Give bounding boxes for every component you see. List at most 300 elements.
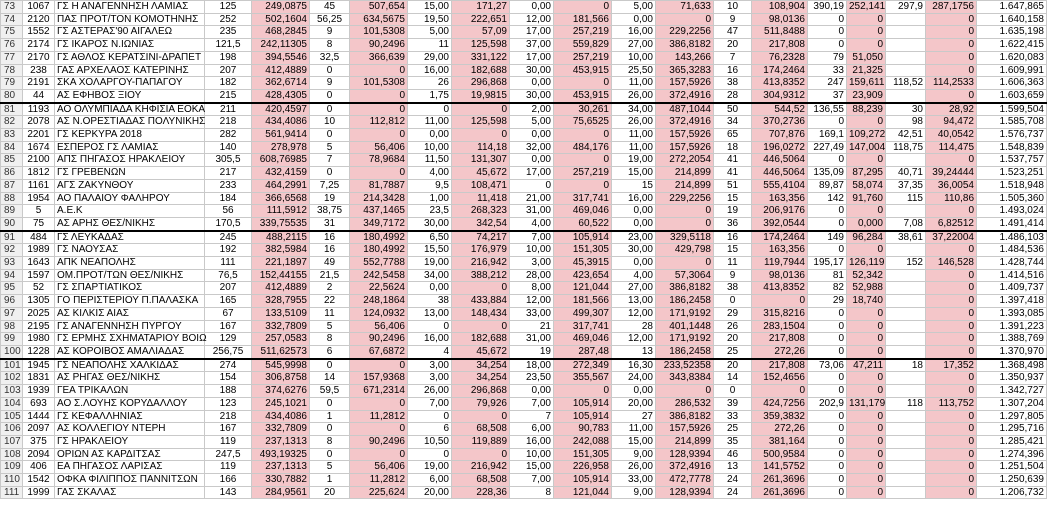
club-name-cell[interactable]: ΓΣ ΑΣΤΕΡΑΣ'90 ΑΙΓΑΛΕΩ	[55, 26, 205, 39]
club-name-cell[interactable]: ΑΠΚ ΝΕΑΠΟΛΗΣ	[55, 257, 205, 270]
table-cell[interactable]: 0	[554, 77, 612, 90]
table-cell[interactable]: 7	[510, 410, 554, 423]
table-cell[interactable]: 26,00	[612, 89, 656, 102]
row-number-cell[interactable]: 92	[1, 244, 23, 257]
table-cell[interactable]: 2025	[23, 307, 55, 320]
table-cell[interactable]: 305,5	[205, 154, 252, 167]
table-cell[interactable]: 75	[23, 217, 55, 230]
table-cell[interactable]: 1161	[23, 179, 55, 192]
table-cell[interactable]: 12,00	[510, 13, 554, 26]
table-cell[interactable]: 0	[808, 26, 847, 39]
table-cell[interactable]: 73,06	[808, 359, 847, 372]
table-cell[interactable]: 1.523,251	[977, 167, 1047, 180]
table-cell[interactable]: 47	[714, 26, 752, 39]
table-cell[interactable]: 111	[205, 257, 252, 270]
table-cell[interactable]: 94,472	[926, 116, 977, 129]
club-name-cell[interactable]: ΑΟ ΟΛΥΜΠΙΑΔΑ ΚΗΦΙΣΙΑ ΕΟΚΑ	[55, 103, 205, 116]
table-cell[interactable]: 284,9561	[252, 486, 310, 499]
table-cell[interactable]: 552,7788	[350, 257, 408, 270]
row-number-cell[interactable]: 96	[1, 295, 23, 308]
table-cell[interactable]: 707,876	[752, 129, 808, 142]
table-cell[interactable]: 174,2464	[752, 231, 808, 244]
table-cell[interactable]: 34	[714, 116, 752, 129]
table-cell[interactable]: 36	[714, 217, 752, 230]
table-cell[interactable]: 608,76985	[252, 154, 310, 167]
table-cell[interactable]: 432,4159	[252, 167, 310, 180]
table-cell[interactable]: 211	[205, 103, 252, 116]
table-cell[interactable]: 45,3915	[554, 257, 612, 270]
table-cell[interactable]: 511,62573	[252, 345, 310, 358]
table-cell[interactable]	[886, 269, 926, 282]
table-cell[interactable]: 38,61	[886, 231, 926, 244]
row-number-cell[interactable]: 91	[1, 231, 23, 244]
table-row[interactable]	[1, 295, 1047, 308]
table-cell[interactable]: 136,55	[808, 103, 847, 116]
table-cell[interactable]: 119	[205, 461, 252, 474]
table-cell[interactable]: 272,26	[752, 345, 808, 358]
table-cell[interactable]: 0	[847, 244, 886, 257]
table-row[interactable]	[1, 129, 1047, 142]
table-cell[interactable]: 7,08	[886, 217, 926, 230]
table-cell[interactable]: 242,11305	[252, 39, 310, 52]
table-cell[interactable]: 1552	[23, 26, 55, 39]
table-cell[interactable]: 6,82512	[926, 217, 977, 230]
table-cell[interactable]: 74,217	[452, 231, 510, 244]
table-cell[interactable]: 1831	[23, 372, 55, 385]
table-cell[interactable]: 1945	[23, 359, 55, 372]
table-cell[interactable]: 0	[808, 372, 847, 385]
table-cell[interactable]: 229,2256	[656, 26, 714, 39]
table-row[interactable]	[1, 257, 1047, 270]
table-cell[interactable]: 7	[714, 51, 752, 64]
table-cell[interactable]: 152,4656	[752, 372, 808, 385]
table-cell[interactable]: 1812	[23, 167, 55, 180]
table-cell[interactable]: 90,2496	[350, 333, 408, 346]
table-cell[interactable]: 26,00	[408, 385, 452, 398]
table-cell[interactable]: 25,50	[612, 64, 656, 77]
table-cell[interactable]: 0	[847, 486, 886, 499]
table-cell[interactable]: 105,914	[554, 474, 612, 487]
club-name-cell[interactable]: ΣΚΑ ΧΟΛΑΡΓΟΥ-ΠΑΠΑΓΟΥ	[55, 77, 205, 90]
table-cell[interactable]: 317,741	[554, 192, 612, 205]
table-cell[interactable]: 0	[554, 154, 612, 167]
table-cell[interactable]: 67,6872	[350, 345, 408, 358]
row-number-cell[interactable]: 95	[1, 282, 23, 295]
table-cell[interactable]: 1.640,158	[977, 13, 1047, 26]
table-cell[interactable]: 10	[310, 116, 350, 129]
table-cell[interactable]: 272,349	[554, 359, 612, 372]
table-cell[interactable]: 2120	[23, 13, 55, 26]
table-cell[interactable]: 1.599,504	[977, 103, 1047, 116]
table-cell[interactable]: 1.585,708	[977, 116, 1047, 129]
table-cell[interactable]: 507,654	[350, 1, 408, 14]
table-cell[interactable]: 14	[310, 372, 350, 385]
table-cell[interactable]: 472,7778	[656, 474, 714, 487]
row-number-cell[interactable]: 99	[1, 333, 23, 346]
table-cell[interactable]: 0	[847, 39, 886, 52]
table-cell[interactable]: 0	[808, 205, 847, 218]
table-cell[interactable]: 56,25	[310, 13, 350, 26]
table-cell[interactable]: 7,00	[510, 397, 554, 410]
table-cell[interactable]: 1.397,418	[977, 295, 1047, 308]
table-row[interactable]	[1, 435, 1047, 448]
table-cell[interactable]: 0	[656, 205, 714, 218]
table-cell[interactable]: 0	[408, 410, 452, 423]
table-cell[interactable]: 9,00	[612, 486, 656, 499]
table-cell[interactable]: 2174	[23, 39, 55, 52]
table-cell[interactable]: 10,50	[408, 435, 452, 448]
table-cell[interactable]: 11,00	[612, 77, 656, 90]
table-cell[interactable]: 1.250,639	[977, 474, 1047, 487]
table-cell[interactable]: 21,00	[510, 192, 554, 205]
table-cell[interactable]: 0	[926, 282, 977, 295]
table-cell[interactable]: 484,176	[554, 141, 612, 154]
table-cell[interactable]: 3,00	[510, 257, 554, 270]
table-cell[interactable]: 163,356	[752, 192, 808, 205]
table-cell[interactable]: 11,00	[612, 423, 656, 436]
table-cell[interactable]: 13	[714, 461, 752, 474]
table-cell[interactable]: 0	[926, 333, 977, 346]
table-cell[interactable]: 25	[714, 423, 752, 436]
table-cell[interactable]: 9	[310, 77, 350, 90]
table-cell[interactable]: 1.285,421	[977, 435, 1047, 448]
table-cell[interactable]: 11	[408, 39, 452, 52]
table-cell[interactable]: 30,00	[612, 244, 656, 257]
table-cell[interactable]: 98,0136	[752, 269, 808, 282]
table-cell[interactable]: 362,6714	[252, 77, 310, 90]
table-cell[interactable]: 42,51	[886, 129, 926, 142]
table-cell[interactable]: 19,00	[408, 461, 452, 474]
table-cell[interactable]: 8	[310, 39, 350, 52]
table-cell[interactable]: 124,0932	[350, 307, 408, 320]
table-cell[interactable]: 23,50	[510, 372, 554, 385]
table-cell[interactable]: 0	[808, 320, 847, 333]
table-cell[interactable]: 0	[554, 1, 612, 14]
table-cell[interactable]: 6,50	[408, 231, 452, 244]
row-number-cell[interactable]: 86	[1, 167, 23, 180]
table-cell[interactable]: 0	[847, 435, 886, 448]
table-cell[interactable]: 169,1	[808, 129, 847, 142]
table-cell[interactable]: 21,5	[310, 269, 350, 282]
table-cell[interactable]: 9	[714, 269, 752, 282]
table-cell[interactable]: 171,9192	[656, 333, 714, 346]
table-cell[interactable]: 0	[926, 410, 977, 423]
table-cell[interactable]: 343,8384	[656, 372, 714, 385]
row-number-cell[interactable]: 90	[1, 217, 23, 230]
table-cell[interactable]: 296,868	[452, 77, 510, 90]
table-cell[interactable]: 1	[310, 410, 350, 423]
table-cell[interactable]: 317,741	[554, 320, 612, 333]
table-cell[interactable]: 500,9584	[752, 448, 808, 461]
club-name-cell[interactable]: ΓΣ ΓΡΕΒΕΝΩΝ	[55, 167, 205, 180]
table-cell[interactable]: 0	[926, 205, 977, 218]
table-cell[interactable]	[886, 435, 926, 448]
table-cell[interactable]: 16,30	[612, 359, 656, 372]
table-cell[interactable]: 428,4305	[252, 89, 310, 102]
table-cell[interactable]: 247,5	[205, 448, 252, 461]
table-cell[interactable]: 1.606,363	[977, 77, 1047, 90]
table-cell[interactable]: 7,00	[408, 397, 452, 410]
table-cell[interactable]: 227,49	[808, 141, 847, 154]
table-cell[interactable]: 16,00	[510, 435, 554, 448]
table-row[interactable]	[1, 77, 1047, 90]
club-name-cell[interactable]: ΑΣ ΕΦΗΒΟΣ ΞΙΟΥ	[55, 89, 205, 102]
table-cell[interactable]: 1.620,083	[977, 51, 1047, 64]
row-number-cell[interactable]: 78	[1, 64, 23, 77]
table-cell[interactable]: 24,00	[612, 372, 656, 385]
table-cell[interactable]: 237,1313	[252, 435, 310, 448]
table-cell[interactable]: 0	[452, 448, 510, 461]
table-cell[interactable]: 304,9312	[752, 89, 808, 102]
table-cell[interactable]: 297,9	[886, 1, 926, 14]
table-cell[interactable]: 90,783	[554, 423, 612, 436]
table-cell[interactable]: 44	[23, 89, 55, 102]
table-cell[interactable]: 76,2328	[752, 51, 808, 64]
table-cell[interactable]: 9,00	[612, 448, 656, 461]
club-name-cell[interactable]: ΓΣ ΚΕΦΑΛΛΗΝΙΑΣ	[55, 410, 205, 423]
table-cell[interactable]: 112,812	[350, 116, 408, 129]
table-cell[interactable]: 217,808	[752, 359, 808, 372]
table-cell[interactable]: 28,00	[510, 269, 554, 282]
table-cell[interactable]: 0	[554, 179, 612, 192]
club-name-cell[interactable]: ΓΣ ΗΡΑΚΛΕΙΟΥ	[55, 435, 205, 448]
row-number-cell[interactable]: 97	[1, 307, 23, 320]
club-name-cell[interactable]: ΓΣ Η ΑΝΑΓΕΝΝΗΣΗ ΛΑΜΙΑΣ	[55, 1, 205, 14]
table-cell[interactable]: 126,119	[847, 257, 886, 270]
table-cell[interactable]: 114,475	[926, 141, 977, 154]
table-cell[interactable]: 143	[205, 486, 252, 499]
table-cell[interactable]: 15,00	[612, 435, 656, 448]
table-cell[interactable]: 0	[752, 295, 808, 308]
table-cell[interactable]: 10,00	[510, 244, 554, 257]
table-cell[interactable]: 252	[205, 13, 252, 26]
table-cell[interactable]: 245,1021	[252, 397, 310, 410]
table-cell[interactable]: 1.388,769	[977, 333, 1047, 346]
table-cell[interactable]: 148,434	[452, 307, 510, 320]
table-cell[interactable]: 89,87	[808, 179, 847, 192]
table-cell[interactable]: 13,00	[408, 307, 452, 320]
table-cell[interactable]: 375	[23, 435, 55, 448]
table-cell[interactable]: 24	[714, 486, 752, 499]
table-cell[interactable]: 329,5118	[656, 231, 714, 244]
table-cell[interactable]: 39	[714, 397, 752, 410]
table-cell[interactable]: 287,1756	[926, 1, 977, 14]
table-cell[interactable]: 151,305	[554, 244, 612, 257]
table-cell[interactable]: 0	[926, 372, 977, 385]
table-cell[interactable]: 170,5	[205, 217, 252, 230]
table-cell[interactable]: 429,798	[656, 244, 714, 257]
table-cell[interactable]: 0	[310, 448, 350, 461]
table-cell[interactable]: 17,00	[510, 26, 554, 39]
row-number-cell[interactable]: 106	[1, 423, 23, 436]
table-cell[interactable]: 105,914	[554, 231, 612, 244]
table-cell[interactable]	[886, 244, 926, 257]
table-cell[interactable]: 38	[714, 282, 752, 295]
row-number-cell[interactable]: 75	[1, 26, 23, 39]
table-cell[interactable]: 38	[714, 77, 752, 90]
table-cell[interactable]: 79,926	[452, 397, 510, 410]
table-cell[interactable]: 0	[847, 154, 886, 167]
table-cell[interactable]: 176,979	[452, 244, 510, 257]
table-cell[interactable]: 0	[408, 103, 452, 116]
table-cell[interactable]: 453,915	[554, 64, 612, 77]
table-cell[interactable]	[886, 385, 926, 398]
table-cell[interactable]: 128,9394	[656, 486, 714, 499]
table-cell[interactable]: 424,7256	[752, 397, 808, 410]
table-cell[interactable]: 22	[310, 295, 350, 308]
row-number-cell[interactable]: 76	[1, 39, 23, 52]
table-cell[interactable]: 17,00	[510, 167, 554, 180]
table-cell[interactable]: 34,00	[408, 269, 452, 282]
club-name-cell[interactable]: ΑΣ ΚΟΡΟΙΒΟΣ ΑΜΑΛΙΑΔΑΣ	[55, 345, 205, 358]
row-number-cell[interactable]: 110	[1, 474, 23, 487]
table-cell[interactable]: 0	[808, 333, 847, 346]
table-cell[interactable]: 1,00	[408, 192, 452, 205]
table-cell[interactable]: 167	[205, 423, 252, 436]
table-cell[interactable]	[886, 320, 926, 333]
table-cell[interactable]: 2201	[23, 129, 55, 142]
club-name-cell[interactable]: ΑΟ ΠΑΛΑΙΟΥ ΦΑΛΗΡΟΥ	[55, 192, 205, 205]
table-cell[interactable]: 0	[926, 320, 977, 333]
table-cell[interactable]: 37,35	[886, 179, 926, 192]
table-cell[interactable]: 0	[350, 448, 408, 461]
table-cell[interactable]: 561,9414	[252, 129, 310, 142]
table-cell[interactable]: 34,00	[612, 103, 656, 116]
table-cell[interactable]: 207	[205, 282, 252, 295]
table-cell[interactable]: 446,5064	[752, 154, 808, 167]
table-cell[interactable]: 693	[23, 397, 55, 410]
table-cell[interactable]: 365,3283	[656, 64, 714, 77]
table-cell[interactable]: 221,1897	[252, 257, 310, 270]
table-cell[interactable]: 315,8216	[752, 307, 808, 320]
table-cell[interactable]: 57,09	[452, 26, 510, 39]
table-cell[interactable]: 141,5752	[752, 461, 808, 474]
table-cell[interactable]: 118,75	[886, 141, 926, 154]
table-cell[interactable]: 78,9684	[350, 154, 408, 167]
table-cell[interactable]: 2100	[23, 154, 55, 167]
row-number-cell[interactable]: 98	[1, 320, 23, 333]
table-cell[interactable]: 98	[886, 116, 926, 129]
table-cell[interactable]: 29,00	[408, 51, 452, 64]
row-number-cell[interactable]: 103	[1, 385, 23, 398]
table-cell[interactable]: 261,3696	[752, 474, 808, 487]
table-cell[interactable]: 30,00	[408, 217, 452, 230]
table-cell[interactable]: 249,0875	[252, 1, 310, 14]
table-cell[interactable]: 19,50	[408, 13, 452, 26]
table-cell[interactable]: 1	[310, 474, 350, 487]
table-cell[interactable]: 57,3064	[656, 269, 714, 282]
table-cell[interactable]: 252,141	[847, 1, 886, 14]
table-cell[interactable]: 8	[510, 486, 554, 499]
table-cell[interactable]: 163,356	[752, 244, 808, 257]
table-cell[interactable]	[886, 448, 926, 461]
table-cell[interactable]: 413,8352	[752, 77, 808, 90]
row-number-cell[interactable]: 104	[1, 397, 23, 410]
table-cell[interactable]: 12,00	[510, 295, 554, 308]
table-cell[interactable]: 0	[926, 448, 977, 461]
club-name-cell[interactable]: ΓΕΑ ΤΡΙΚΑΛΩΝ	[55, 385, 205, 398]
club-name-cell[interactable]: ΓΑΣ ΑΡΧΕΛΑΟΣ ΚΑΤΕΡΙΝΗΣ	[55, 64, 205, 77]
table-cell[interactable]: 45,672	[452, 167, 510, 180]
table-cell[interactable]: 0	[847, 320, 886, 333]
table-cell[interactable]: 9	[714, 13, 752, 26]
table-cell[interactable]: 412,4889	[252, 282, 310, 295]
table-cell[interactable]: 248,1864	[350, 295, 408, 308]
table-cell[interactable]: 382,5984	[252, 244, 310, 257]
table-cell[interactable]: 229,2256	[656, 192, 714, 205]
table-row[interactable]	[1, 231, 1047, 244]
table-cell[interactable]: 1305	[23, 295, 55, 308]
table-cell[interactable]: 2094	[23, 448, 55, 461]
table-cell[interactable]: 1.307,204	[977, 397, 1047, 410]
club-name-cell[interactable]: ΕΑ ΠΗΓΑΣΟΣ ΛΑΡΙΣΑΣ	[55, 461, 205, 474]
table-cell[interactable]: 214,899	[656, 167, 714, 180]
table-cell[interactable]: 123	[205, 397, 252, 410]
table-cell[interactable]: 0,00	[510, 385, 554, 398]
table-cell[interactable]: 60,522	[554, 217, 612, 230]
table-row[interactable]	[1, 307, 1047, 320]
table-row[interactable]	[1, 103, 1047, 116]
table-cell[interactable]: 0	[926, 345, 977, 358]
table-cell[interactable]: 238	[23, 64, 55, 77]
table-cell[interactable]: 0	[310, 129, 350, 142]
table-cell[interactable]: 115	[886, 192, 926, 205]
club-name-cell[interactable]: ΑΣ ΚΙΛΚΙΣ ΑΙΑΣ	[55, 307, 205, 320]
table-cell[interactable]: 33,00	[612, 474, 656, 487]
table-cell[interactable]: 207	[205, 64, 252, 77]
row-number-cell[interactable]: 87	[1, 179, 23, 192]
table-cell[interactable]: 90,2496	[350, 435, 408, 448]
table-cell[interactable]: 1.370,970	[977, 345, 1047, 358]
table-cell[interactable]: 0	[847, 307, 886, 320]
table-cell[interactable]: 5	[310, 461, 350, 474]
table-cell[interactable]: 1.635,198	[977, 26, 1047, 39]
table-cell[interactable]: 0	[926, 486, 977, 499]
table-cell[interactable]: 261,3696	[752, 486, 808, 499]
table-cell[interactable]: 1.393,085	[977, 307, 1047, 320]
table-cell[interactable]: 1.206,732	[977, 486, 1047, 499]
table-cell[interactable]: 332,7809	[252, 320, 310, 333]
table-cell[interactable]: 12,00	[612, 307, 656, 320]
table-cell[interactable]: 111,5912	[252, 205, 310, 218]
table-cell[interactable]: 121,044	[554, 486, 612, 499]
table-cell[interactable]: 6	[310, 345, 350, 358]
table-cell[interactable]: 157,5926	[656, 141, 714, 154]
table-cell[interactable]: 181,566	[554, 295, 612, 308]
table-cell[interactable]: 165	[205, 295, 252, 308]
table-cell[interactable]: 52,342	[847, 269, 886, 282]
row-number-cell[interactable]: 94	[1, 269, 23, 282]
table-cell[interactable]: 388,212	[452, 269, 510, 282]
table-cell[interactable]: 339,75535	[252, 217, 310, 230]
table-row[interactable]	[1, 333, 1047, 346]
table-cell[interactable]: 125,598	[452, 39, 510, 52]
table-cell[interactable]: 0,00	[510, 1, 554, 14]
table-cell[interactable]: 4,00	[612, 269, 656, 282]
table-cell[interactable]: 1.391,223	[977, 320, 1047, 333]
table-cell[interactable]: 1.274,396	[977, 448, 1047, 461]
table-cell[interactable]: 45	[310, 1, 350, 14]
table-cell[interactable]: 26	[714, 320, 752, 333]
club-name-cell[interactable]: ΓΣ ΕΡΜΗΣ ΣΧΗΜΑΤΑΡΙΟΥ ΒΟΙΩ	[55, 333, 205, 346]
table-cell[interactable]: 0	[926, 474, 977, 487]
table-cell[interactable]: 0	[847, 345, 886, 358]
table-cell[interactable]: 1.576,737	[977, 129, 1047, 142]
table-cell[interactable]: 0,00	[612, 385, 656, 398]
table-cell[interactable]: 18,00	[510, 359, 554, 372]
table-cell[interactable]: 121,5	[205, 39, 252, 52]
table-cell[interactable]: 0	[847, 205, 886, 218]
